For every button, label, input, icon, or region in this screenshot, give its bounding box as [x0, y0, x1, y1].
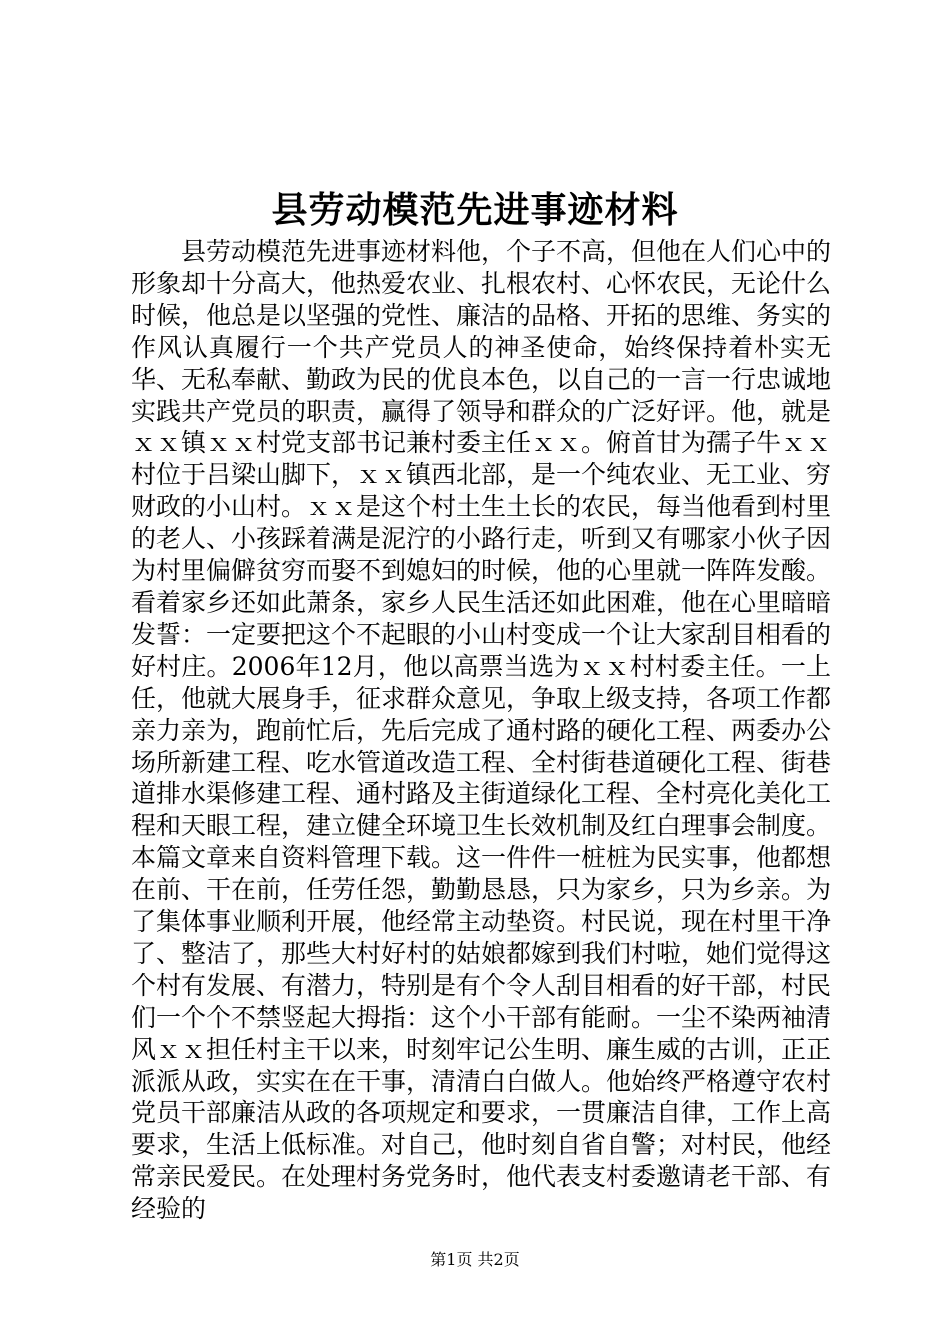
page-number-footer: 第1页 共2页	[430, 1250, 520, 1269]
document-body-paragraph: 县劳动模范先进事迹材料他，个子不高，但他在人们心中的形象却十分高大，他热爱农业、扎根农村、心怀农民，无论什么时候，他总是以坚强的党性、廉洁的品格、开拓的思维、务实的作风认真履行一个共产党员人的神圣使命，始终保持着朴实无华、无私奉献、勤政为民的优良本色，以自己的一言一行忠诚地实践共产党员的职责，赢得了领导和群众的广泛好评。他，就是ｘｘ镇ｘｘ村党支部书记兼村委主任ｘｘ。俯首甘为孺子牛ｘｘ村位于吕梁山脚下，ｘｘ镇西北部，是一个纯农业、无工业、穷财政的小山村。ｘｘ是这个村土生土长的农民，每当他看到村里的老人、小孩踩着满是泥泞的小路行走，听到又有哪家小伙子因为村里偏僻贫穷而娶不到媳妇的时候，他的心里就一阵阵发酸。看着家乡还如此萧条，家乡人民生活还如此困难，他在心里暗暗发誓：一定要把这个不起眼的小山村变成一个让大家刮目相看的好村庄。2006年12月，他以高票当选为ｘｘ村村委主任。一上任，他就大展身手，征求群众意见，争取上级支持，各项工作都亲力亲为，跑前忙后，先后完成了通村路的硬化工程、两委办公场所新建工程、吃水管道改造工程、全村街巷道硬化工程、街巷道排水渠修建工程、通村路及主街道绿化工程、全村亮化美化工程和天眼工程，建立健全环境卫生长效机制及红白理事会制度。本篇文章来自资料管理下载。这一件件一桩桩为民实事，他都想在前、干在前，任劳任怨，勤勤恳恳，只为家乡，只为乡亲。为了集体事业顺利开展，他经常主动垫资。村民说，现在村里干净了、整洁了，那些大村好村的姑娘都嫁到我们村啦，她们觉得这个村有发展、有潜力，特别是有个令人刮目相看的好干部，村民们一个个不禁竖起大拇指：这个小干部有能耐。一尘不染两袖清风ｘｘ担任村主干以来，时刻牢记公生明、廉生威的古训，正正派派从政，实实在在干事，清清白白做人。他始终严格遵守农村党员干部廉洁从政的各项规定和要求，一贯廉洁自律，工作上高要求，生活上低标准。对自己，他时刻自省自警；对村民，他经常亲民爱民。在处理村务党务时，他代表支村委邀请老干部、有经验的	[131, 237, 832, 1224]
document-title: 县劳动模范先进事迹材料	[271, 189, 679, 231]
